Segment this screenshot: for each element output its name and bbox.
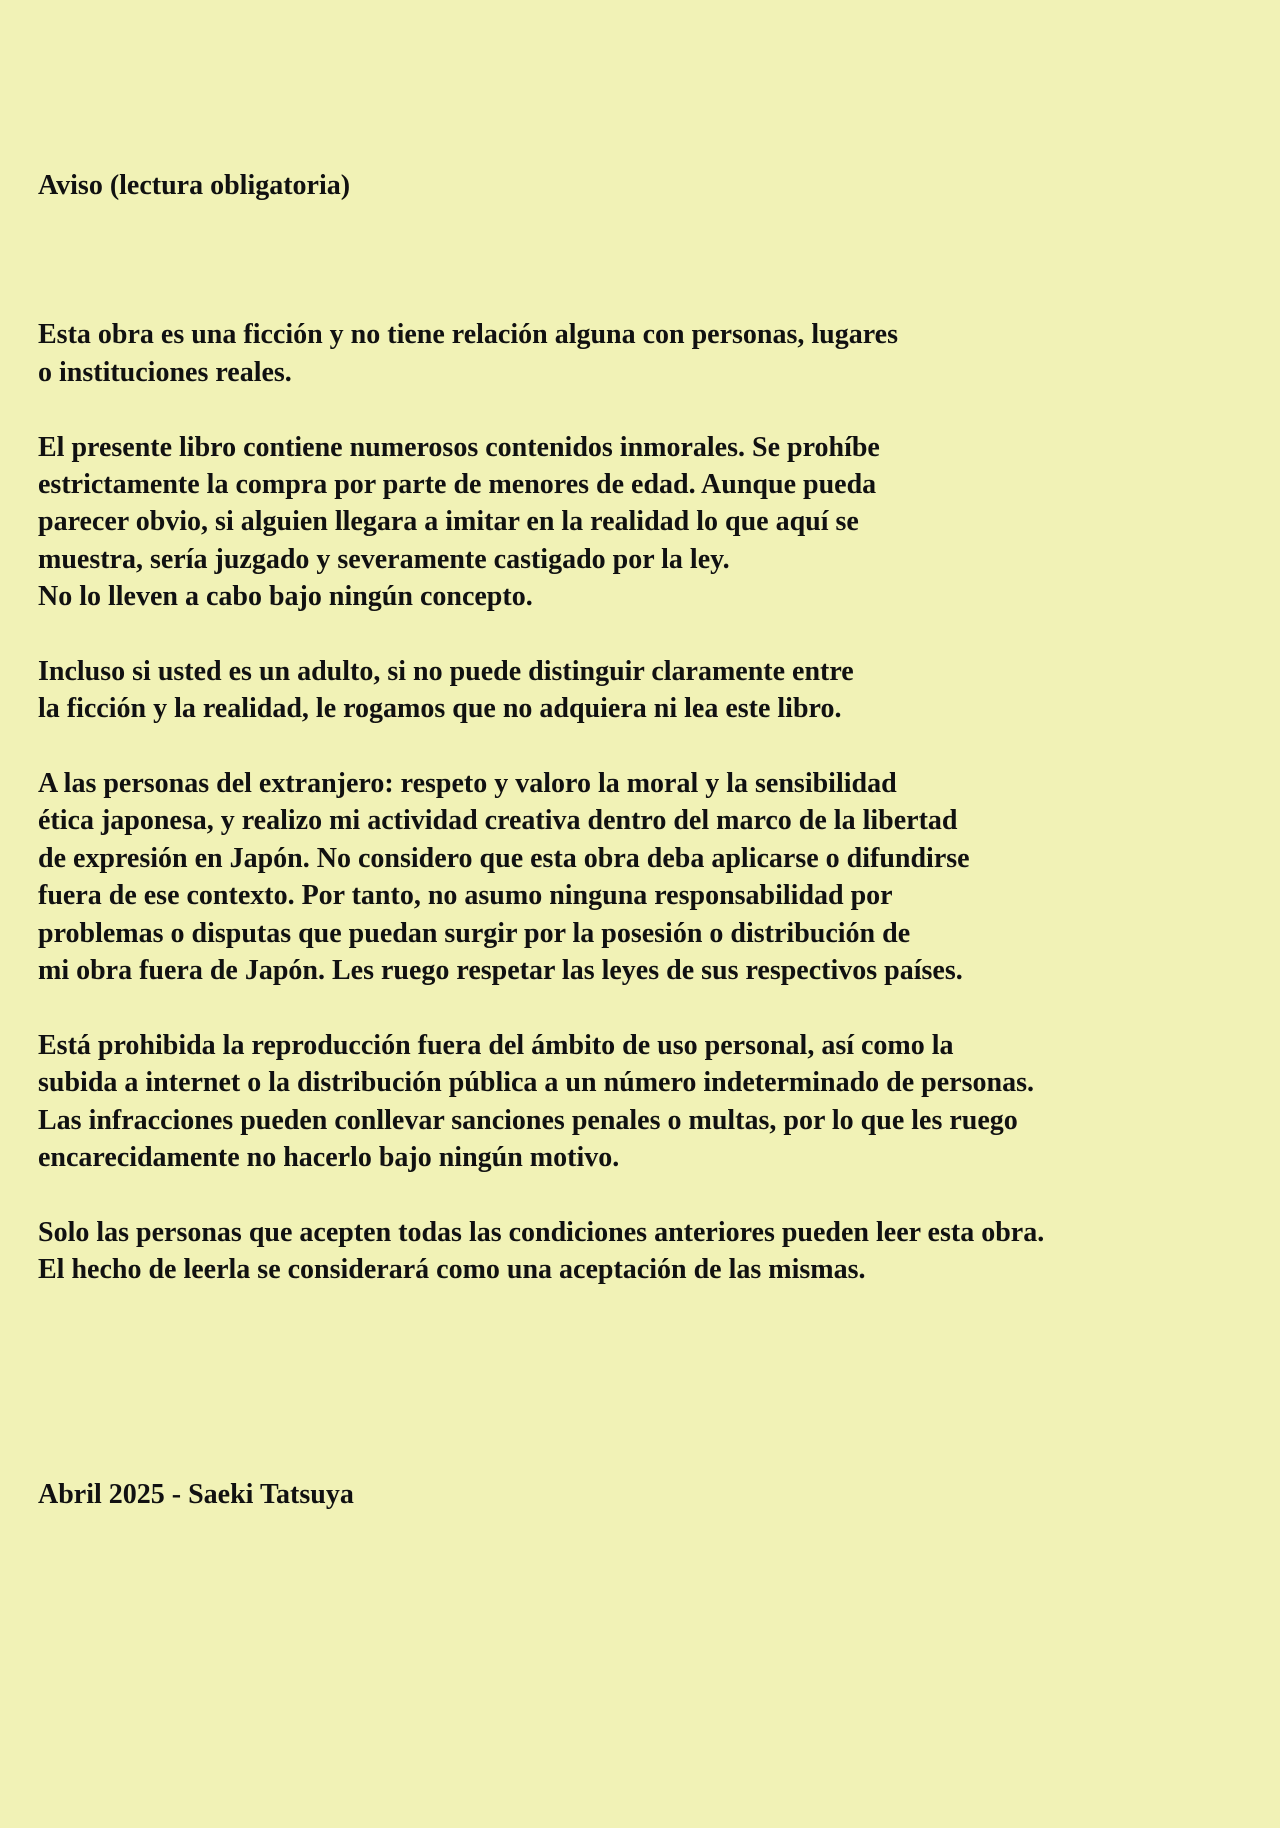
paragraph-line: No lo lleven a cabo bajo ningún concepto. [38,581,533,613]
paragraph-line: estrictamente la compra por parte de menores de edad. Aunque pueda [38,468,877,500]
paragraph-line: mi obra fuera de Japón. Les ruego respetar las leyes de sus respectivos países. [38,955,963,987]
paragraph-line: de expresión en Japón. No considero que esta obra deba aplicarse o difundirse [38,842,970,874]
notice-body [38,279,1044,1289]
paragraph-line: parecer obvio, si alguien llegara a imitar en la realidad lo que aquí se [38,506,859,538]
paragraph-line: o instituciones reales. [38,356,292,388]
paragraph-line: subida a internet o la distribución pública a un número indeterminado de personas. [38,1067,1034,1099]
paragraph-line: encarecidamente no hacerlo bajo ningún motivo. [38,1142,620,1173]
paragraph-line: Esta obra es una ficción y no tiene relación alguna con personas, lugares [38,319,899,351]
paragraph-line: Las infracciones pueden conllevar sanciones penales o multas, por lo que les ruego [38,1104,1018,1136]
paragraph [38,1214,1044,1289]
signature: Abril 2025 - Saeki Tatsuya [38,1478,354,1510]
paragraph-line: El presente libro contiene numerosos contenidos inmorales. Se prohíbe [38,431,880,463]
paragraph [38,653,1044,728]
paragraph-line: fuera de ese contexto. Por tanto, no asumo ninguna responsabilidad por [38,880,893,912]
paragraph-line: ética japonesa, y realizo mi actividad creativa dentro del marco de la libertad [38,805,958,837]
paragraph-line: la ficción y la realidad, le rogamos que no adquiera ni lea este libro. [38,693,842,725]
paragraph-line: A las personas del extranjero: respeto y valoro la moral y la sensibilidad [38,768,897,800]
paragraph-line: muestra, sería juzgado y severamente castigado por la ley. [38,543,730,575]
paragraph-line: Incluso si usted es un adulto, si no puede distinguir claramente entre [38,655,854,687]
notice-title: Aviso (lectura obligatoria) [38,169,351,201]
notice-document [38,92,1044,1550]
paragraph-line: problemas o disputas que puedan surgir por la posesión o distribución de [38,917,911,949]
paragraph [38,316,1044,391]
paragraph-line: Está prohibida la reproducción fuera del ámbito de uso personal, así como la [38,1029,954,1061]
paragraph [38,429,1044,616]
paragraph-line: El hecho de leerla se considerará como una aceptación de las mismas. [38,1254,866,1286]
paragraph-line: Solo las personas que acepten todas las condiciones anteriores pueden leer esta obra. [38,1216,1045,1248]
paragraph [38,1027,1044,1177]
paragraph [38,765,1044,989]
